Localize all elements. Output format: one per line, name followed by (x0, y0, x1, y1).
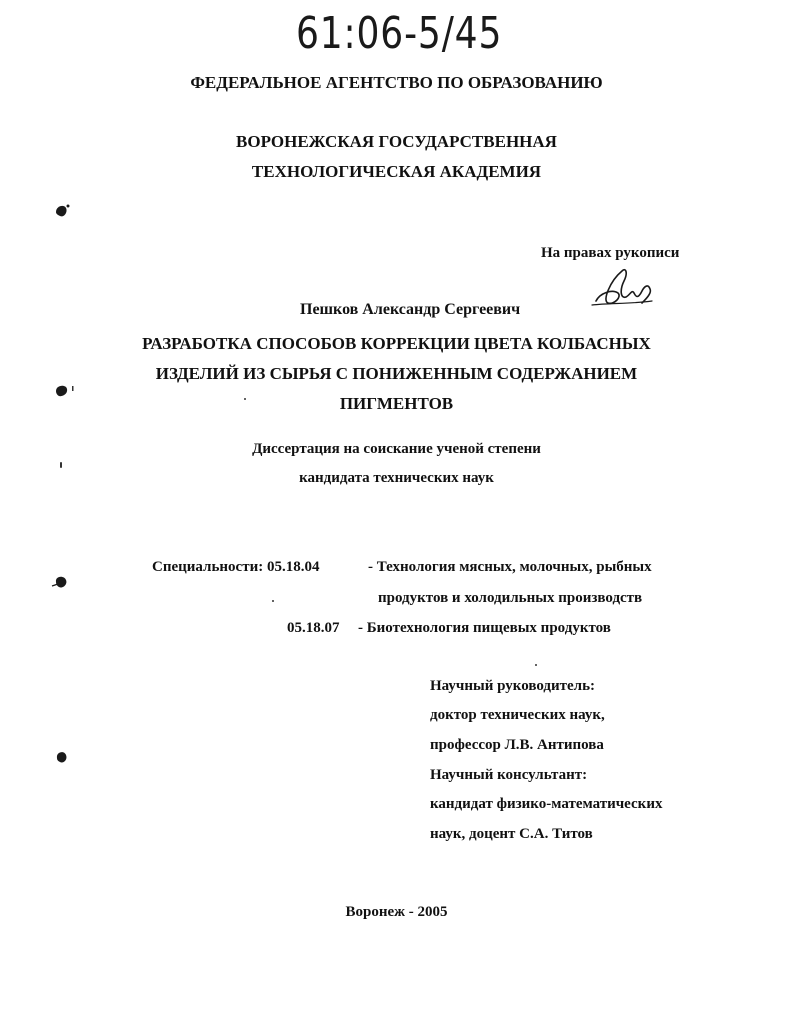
punch-hole-icon (52, 748, 72, 766)
punch-hole-icon (52, 382, 76, 400)
specialty-2-description: - Биотехнология пищевых продуктов (358, 620, 611, 636)
supervisor-name: профессор Л.В. Антипова (430, 737, 604, 753)
punch-hole-icon (52, 202, 72, 220)
academy-name-line2: ТЕХНОЛОГИЧЕСКАЯ АКАДЕМИЯ (251, 162, 542, 181)
thesis-title-line1: РАЗРАБОТКА СПОСОБОВ КОРРЕКЦИИ ЦВЕТА КОЛБАСНЫХ (142, 334, 651, 353)
thesis-title-line3: ПИГМЕНТОВ (339, 394, 454, 413)
punch-hole-icon (50, 572, 74, 592)
supervisor-degree: доктор технических наук, (430, 707, 605, 723)
consultant-label: Научный консультант: (430, 767, 588, 783)
scan-speck (244, 398, 246, 400)
academy-name-line1: ВОРОНЕЖСКАЯ ГОСУДАРСТВЕННАЯ (236, 132, 557, 151)
supervisor-label: Научный руководитель: (430, 678, 595, 694)
specialty-1-description-cont: продуктов и холодильных производств (378, 590, 643, 606)
specialties-label: Специальности: 05.18.04 (152, 559, 320, 575)
scan-speck (272, 600, 274, 602)
consultant-name: наук, доцент С.А. Титов (430, 826, 593, 842)
dissertation-type-line2: кандидата технических наук (299, 470, 494, 486)
specialty-2-code: 05.18.07 (287, 620, 340, 636)
scan-speck (535, 664, 537, 666)
agency-name: ФЕДЕРАЛЬНОЕ АГЕНТСТВО ПО ОБРАЗОВАНИЮ (190, 73, 603, 92)
specialty-1-description: - Технология мясных, молочных, рыбных (368, 559, 652, 575)
dissertation-type-line1: Диссертация на соискание ученой степени (252, 441, 541, 457)
signature-icon (590, 263, 660, 313)
scan-speck (60, 462, 62, 468)
rights-note: На правах рукописи (541, 245, 680, 261)
thesis-title-line2: ИЗДЕЛИЙ ИЗ СЫРЬЯ С ПОНИЖЕННЫМ СОДЕРЖАНИЕМ (155, 364, 638, 383)
consultant-degree: кандидат физико-математических (430, 796, 663, 812)
city-year: Воронеж - 2005 (345, 904, 448, 920)
archive-code: 61:06-5/45 (296, 8, 503, 59)
author-name: Пешков Александр Сергеевич (300, 301, 521, 318)
